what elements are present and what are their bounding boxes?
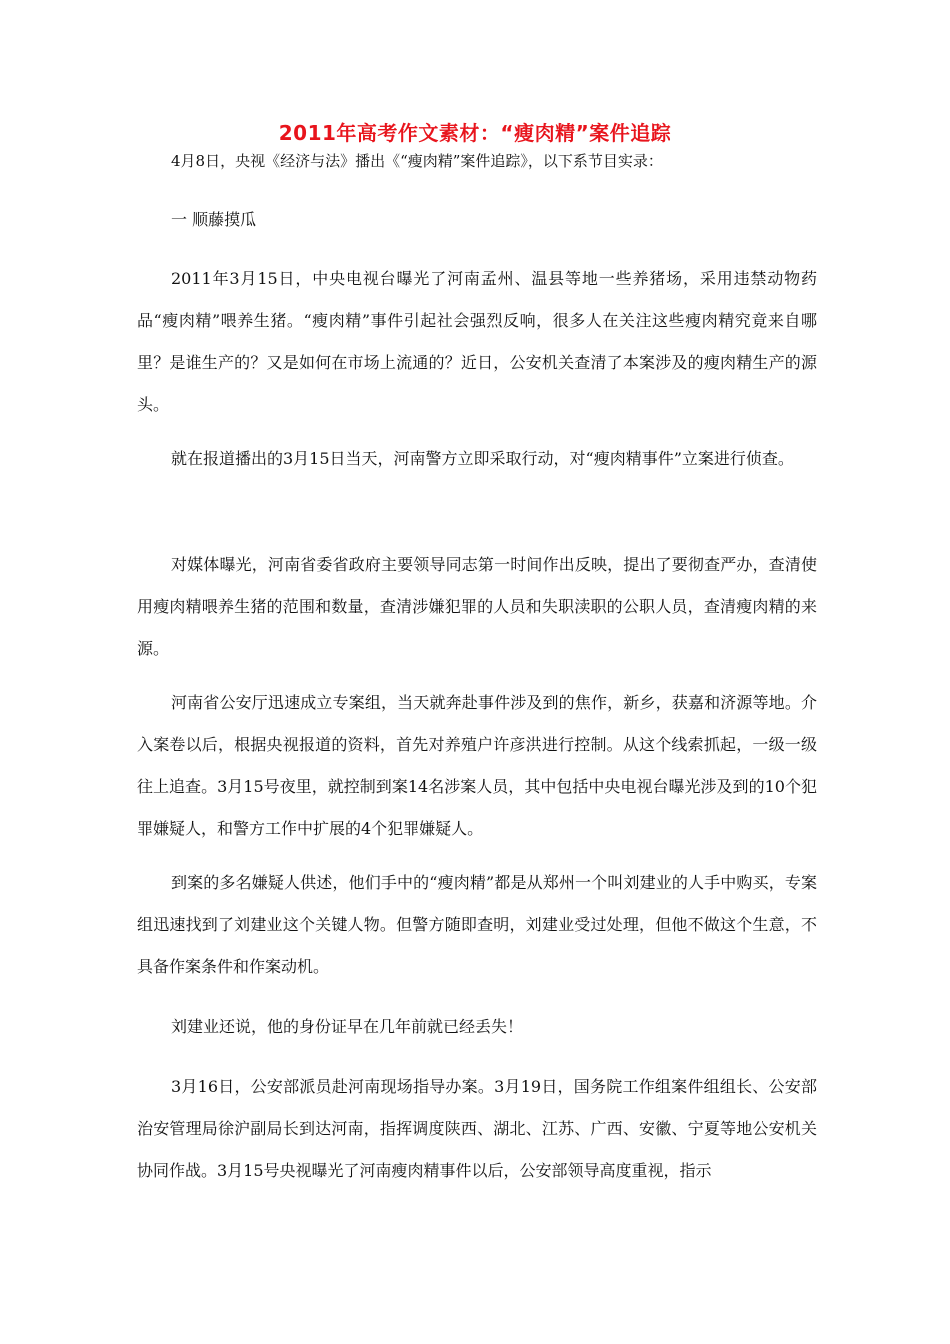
- paragraph-5: 到案的多名嫌疑人供述，他们手中的“瘦肉精”都是从郑州一个叫刘建业的人手中购买，专案组迅速找到了刘建业这个关键人物。但警方随即查明，刘建业受过处理，但他不做这个生意，不具备作案条件和作案动机。: [137, 873, 817, 976]
- paragraph-1: 2011年3月15日，中央电视台曝光了河南孟州、温县等地一些养猪场，采用违禁动物药品“瘦肉精”喂养生猪。“瘦肉精”事件引起社会强烈反响，很多人在关注这些瘦肉精究竟来自哪里？是谁生产的？又是如何在市场上流通的？近日，公安机关查清了本案涉及的瘦肉精生产的源头。: [137, 269, 817, 414]
- paragraph-3: 对媒体曝光，河南省委省政府主要领导同志第一时间作出反映，提出了要彻查严办，查清使用瘦肉精喂养生猪的范围和数量，查清涉嫌犯罪的人员和失职渎职的公职人员，查清瘦肉精的来源。: [137, 555, 817, 658]
- paragraph-2: 就在报道播出的3月15日当天，河南警方立即采取行动，对“瘦肉精事件”立案进行侦查。: [171, 449, 794, 468]
- paragraph-7: 3月16日，公安部派员赴河南现场指导办案。3月19日，国务院工作组案件组组长、公安部治安管理局徐沪副局长到达河南，指挥调度陕西、湖北、江苏、广西、安徽、宁夏等地公安机关协同作战。3月15号央视曝光了河南瘦肉精事件以后，公安部领导高度重视，指示: [137, 1077, 817, 1180]
- section-heading: 一 顺藤摸瓜: [171, 210, 257, 229]
- paragraph-4: 河南省公安厅迅速成立专案组，当天就奔赴事件涉及到的焦作，新乡，获嘉和济源等地。介入案卷以后，根据央视报道的资料，首先对养殖户许彦洪进行控制。从这个线索抓起，一级一级往上追查。3月15号夜里，就控制到案14名涉案人员，其中包括中央电视台曝光涉及到的10个犯罪嫌疑人，和警方工作中扩展的4个犯罪嫌疑人。: [137, 693, 817, 838]
- intro-line: 4月8日，央视《经济与法》播出《“瘦肉精”案件追踪》，以下系节目实录：: [171, 152, 663, 170]
- paragraph-6: 刘建业还说，他的身份证早在几年前就已经丢失！: [171, 1017, 524, 1036]
- document-title: 2011年高考作文素材：“瘦肉精”案件追踪: [278, 121, 672, 145]
